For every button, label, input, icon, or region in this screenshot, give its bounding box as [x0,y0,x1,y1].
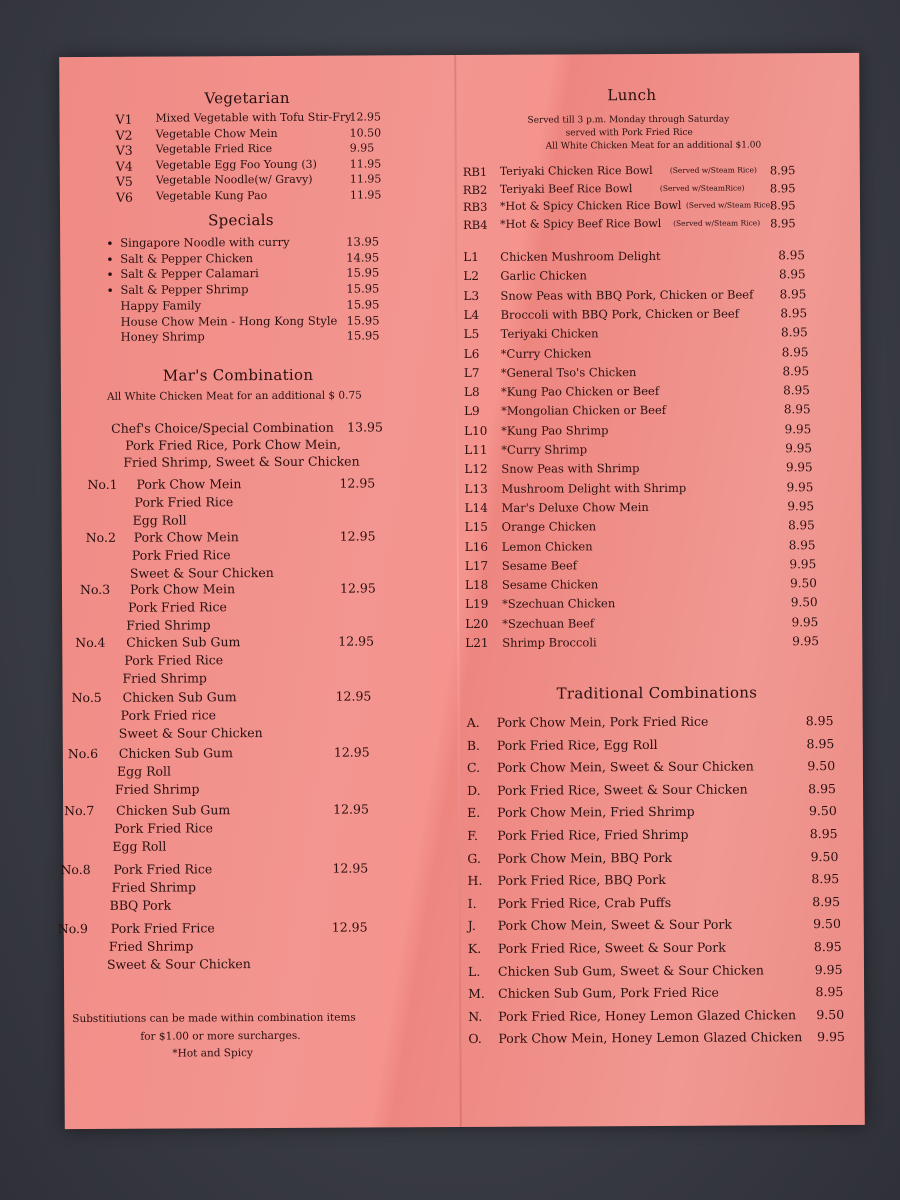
traditional-title: Traditional Combinations [556,683,758,703]
combo-item: Fried Shrimp [126,617,211,633]
combo-number: No.2 [85,529,116,545]
bowl-name: Teriyaki Chicken Rice Bowl [499,163,653,178]
lunch-name: *General Tso's Chicken [500,364,637,380]
combo-item: Pork Fried rice [120,707,217,723]
item-name: Vegetable Fried Rice [155,141,273,156]
combo-number: No.6 [67,745,99,762]
bowl-served-with: (Served w/Steam Rice) [685,200,774,210]
item-price: 13.95 [346,234,380,249]
combo-price: 9.50 [807,758,836,774]
right-column [459,53,859,1047]
item-name: Salt & Pepper Chicken [120,250,254,266]
combo-item: Egg Roll [112,838,167,854]
lunch-code: L16 [464,539,489,554]
lunch-title: Lunch [607,85,657,105]
combo-price: 9.95 [814,961,843,977]
lunch-code: L13 [464,481,488,496]
lunch-price: 8.95 [788,537,816,552]
combo-letter: A. [466,714,480,730]
combo-item: Sweet & Sour Chicken [129,564,274,581]
combo-letter: J. [467,918,476,934]
combo-item: Egg Roll [132,512,187,528]
combo-price: 8.95 [809,826,838,842]
lunch-code: L15 [464,520,488,535]
combo-name: Pork Chow Mein, Sweet & Sour Chicken [496,758,754,776]
combo-name: Pork Chow Mein, BBQ Pork [497,849,672,866]
item-price: 12.95 [349,110,382,124]
item-price: 11.95 [349,172,382,186]
combo-name: Pork Fried Rice, BBQ Pork [497,872,666,889]
combo-price: 8.95 [806,735,835,751]
bowl-served-with: (Served w/Steam Rice) [669,165,757,175]
item-price: 10.50 [349,125,382,140]
item-name: Vegetable Noodle(w/ Gravy) [155,172,313,187]
combo-price: 12.95 [338,633,375,649]
combo-name: Chicken Sub Gum, Sweet & Sour Chicken [497,962,764,979]
combo-price: 9.50 [810,848,839,864]
lunch-price: 8.95 [780,306,808,321]
combo-item: Fried Shrimp [108,938,194,954]
bowl-served-with: (Served w/SteamRice) [659,183,745,193]
lunch-code: L3 [463,288,480,303]
lunch-price: 9.50 [790,576,817,591]
bowl-code: RB3 [462,199,488,214]
combo-item: Fried Shrimp [111,879,197,895]
lunch-price: 8.95 [779,286,807,301]
bowl-code: RB1 [462,164,488,179]
lunch-code: L17 [464,558,489,573]
combo-price: 8.95 [812,893,841,909]
vegetarian-title: Vegetarian [204,88,290,108]
combo-letter: E. [467,805,481,821]
lunch-name: *Kung Pao Shrimp [501,422,609,438]
spicy-mark: • [106,251,114,267]
lunch-name: Mushroom Delight with Shrimp [501,480,687,496]
combo-number: No.7 [64,802,95,819]
item-name: Singapore Noodle with curry [120,234,290,250]
lunch-code: L19 [465,597,489,612]
lunch-code: L21 [465,635,489,650]
footer-note: Substitiutions can be made within combination items [72,1011,356,1026]
combo-item: Fried Shrimp [122,670,207,686]
combo-item: Pork Fried Rice [114,820,214,836]
combo-price: 12.95 [339,528,376,544]
lunch-price: 9.50 [790,595,818,610]
combo-item: Pork Fried Rice [134,494,234,510]
combo-item: BBQ Pork [109,897,172,913]
combo-item: Sweet & Sour Chicken [118,725,263,741]
item-name: Vegetable Chow Mein [155,126,278,141]
item-code: V3 [115,142,133,158]
combo-price: 12.95 [332,860,369,876]
lunch-price: 8.95 [781,325,808,340]
item-name: Salt & Pepper Calamari [120,266,259,282]
combo-name: Pork Chow Mein, Pork Fried Rice [496,713,709,730]
lunch-name: Shrimp Broccoli [502,635,597,650]
combo-name: Chicken Sub Gum, Pork Fried Rice [498,984,719,1002]
lunch-code: L18 [464,577,489,593]
lunch-name: Sesame Chicken [501,577,599,592]
combo-name: Pork Chow Mein, Honey Lemon Glazed Chicken [498,1029,803,1047]
combo-price: 12.95 [339,475,376,491]
combo-item: Chicken Sub Gum [116,802,231,818]
combo-item: Egg Roll [116,763,172,779]
lunch-name: Broccoli with BBQ Pork, Chicken or Beef [500,306,739,322]
lunch-price: 8.95 [778,248,806,263]
combo-letter: G. [467,850,481,866]
combo-price: 12.95 [339,580,376,596]
lunch-code: L4 [463,307,480,322]
lunch-note: All White Chicken Meat for an additional $1.00 [545,140,762,152]
combo-item: Chicken Sub Gum [126,634,241,650]
item-price: 15.95 [346,281,380,296]
mars-combination-title: Mar's Combination [162,365,314,385]
item-price: 15.95 [346,265,380,280]
bowl-price: 8.95 [770,215,796,230]
item-name: Salt & Pepper Shrimp [120,282,249,297]
combo-number: No.5 [71,689,102,706]
combo-name: Pork Fried Rice, Sweet & Sour Chicken [497,781,748,798]
lunch-name: Orange Chicken [501,519,597,534]
lunch-price: 8.95 [788,518,815,533]
lunch-note: Served till 3 p.m. Monday through Saturday [527,114,730,126]
item-code: V2 [115,127,133,143]
lunch-code: L12 [464,462,488,477]
spicy-mark: • [106,267,114,283]
lunch-code: L10 [464,423,488,438]
item-code: V1 [115,111,133,127]
lunch-name: *Szechuan Beef [502,615,595,631]
item-code: V6 [115,189,133,205]
combo-number: No.4 [75,634,106,651]
combo-item: Sweet & Sour Chicken [106,956,251,972]
lunch-price: 9.95 [791,614,819,629]
combo-price: 9.95 [817,1029,846,1045]
lunch-name: Sesame Beef [501,558,578,573]
combo-name: Pork Chow Mein, Fried Shrimp [497,804,695,821]
combo-name: Pork Fried Rice, Crab Puffs [497,894,672,911]
combo-item: Chicken Sub Gum [118,745,233,761]
item-price: 15.95 [346,312,380,328]
combo-price: 12.95 [333,801,369,817]
combo-name: Pork Fried Rice, Fried Shrimp [497,826,689,843]
combo-letter: L. [467,963,481,979]
combo-price: 9.50 [813,916,841,932]
combo-letter: I. [467,895,477,911]
combo-item: Fried Shrimp [114,781,200,797]
lunch-price: 8.95 [783,402,811,417]
lunch-name: Chicken Mushroom Delight [500,248,661,264]
combo-item: Pork Fried Rice [128,599,227,615]
chef-choice-price: 13.95 [347,419,383,435]
lunch-code: L11 [464,442,488,457]
lunch-code: L14 [464,500,488,515]
combo-letter: M. [468,986,485,1002]
combo-price: 12.95 [331,919,368,935]
lunch-price: 8.95 [782,363,810,379]
combo-item: Chicken Sub Gum [122,689,237,705]
bowl-name: *Hot & Spicy Chicken Rice Bowl [499,198,682,213]
lunch-name: Snow Peas with BBQ Pork, Chicken or Beef [500,287,754,303]
lunch-price: 9.95 [785,441,813,456]
combo-letter: B. [466,737,481,753]
bowl-price: 8.95 [769,163,796,178]
lunch-price: 8.95 [781,344,809,359]
lunch-name: *Curry Chicken [500,345,592,361]
combo-item: Pork Fried Rice [124,652,224,668]
chef-choice-line: Pork Fried Rice, Pork Chow Mein, [125,436,341,453]
combo-letter: N. [468,1008,483,1024]
left-column [57,55,459,1060]
lunch-code: L5 [463,327,480,342]
item-price: 11.95 [349,156,382,171]
combo-item: Pork Fried Frice [110,920,215,936]
combo-price: 8.95 [813,939,842,955]
lunch-name: *Curry Shrimp [501,442,588,457]
combo-number: No.8 [60,861,91,878]
lunch-code: L1 [463,249,479,264]
item-price: 15.95 [346,297,380,312]
lunch-code: L7 [463,365,480,380]
lunch-price: 8.95 [778,267,806,282]
item-price: 9.95 [349,141,375,155]
combo-letter: O. [468,1031,482,1047]
menu-sheet [59,53,865,1129]
lunch-name: Snow Peas with Shrimp [501,461,640,477]
combo-price: 8.95 [808,780,837,796]
bowl-code: RB2 [462,182,488,197]
combo-item: Pork Chow Mein [129,581,236,597]
mars-note: All White Chicken Meat for an additional $ 0.75 [106,389,362,403]
lunch-price: 8.95 [783,383,810,398]
item-price: 11.95 [349,187,382,202]
combo-item: Pork Fried Rice [131,547,231,563]
combo-price: 9.50 [808,803,837,819]
combo-number: No.9 [57,920,88,937]
bowl-name: Teriyaki Beef Rice Bowl [499,181,633,196]
lunch-price: 9.95 [784,421,812,436]
paper-fold [454,55,462,1127]
combo-name: Pork Fried Rice, Honey Lemon Glazed Chicken [498,1007,797,1024]
item-price: 14.95 [346,250,380,265]
spicy-mark: • [106,235,114,251]
combo-name: Pork Chow Mein, Sweet & Sour Pork [497,916,732,934]
lunch-price: 9.95 [792,634,820,649]
combo-item: Pork Fried Rice [113,861,213,877]
combo-price: 9.50 [816,1006,845,1022]
lunch-price: 9.95 [787,499,815,514]
lunch-code: L2 [463,269,479,284]
combo-name: Pork Fried Rice, Egg Roll [496,736,658,753]
lunch-name: Garlic Chicken [500,268,587,284]
item-code: V4 [115,158,133,174]
specials-title: Specials [208,210,274,230]
item-name: Honey Shrimp [120,329,205,344]
lunch-name: *Szechuan Chicken [502,596,616,612]
chef-choice-line: Fried Shrimp, Sweet & Sour Chicken [123,453,360,470]
combo-letter: K. [467,940,482,956]
combo-price: 8.95 [815,984,844,1000]
lunch-code: L9 [464,404,480,419]
lunch-price: 9.95 [786,479,814,494]
combo-letter: F. [467,827,479,843]
lunch-price: 9.95 [789,556,817,572]
combo-item: Pork Chow Mein [133,529,239,545]
combo-name: Pork Fried Rice, Sweet & Sour Pork [497,939,726,956]
lunch-code: L8 [463,384,480,400]
footer-note: for $1.00 or more surcharges. [140,1029,301,1043]
combo-price: 12.95 [333,744,370,760]
combo-letter: C. [466,760,481,776]
item-name: Vegetable Kung Pao [155,188,268,203]
bowl-code: RB4 [463,217,488,232]
bowl-served-with: (Served w/Steam Rice) [673,217,761,228]
combo-price: 8.95 [805,713,834,729]
lunch-code: L20 [465,616,489,631]
combo-price: 12.95 [335,688,372,704]
lunch-note: served with Pork Fried Rice [565,127,693,139]
spicy-mark: • [106,282,114,298]
lunch-name: Teriyaki Chicken [500,326,599,341]
lunch-name: *Mongolian Chicken or Beef [501,403,667,419]
item-code: V5 [115,173,133,189]
item-name: Happy Family [120,298,202,313]
item-name: Vegetable Egg Foo Young (3) [155,157,317,172]
bowl-price: 8.95 [769,180,796,195]
item-price: 15.95 [346,328,380,343]
hot-spicy-note: *Hot and Spicy [172,1047,253,1060]
lunch-code: L6 [463,346,480,361]
lunch-name: Lemon Chicken [501,538,593,554]
combo-price: 8.95 [811,871,840,887]
combo-letter: D. [467,782,481,798]
combo-item: Pork Chow Mein [136,476,242,492]
bowl-price: 8.95 [769,198,796,213]
combo-letter: H. [467,873,483,889]
lunch-name: Mar's Deluxe Chow Mein [501,499,649,515]
lunch-name: *Kung Pao Chicken or Beef [500,384,660,399]
lunch-price: 9.95 [785,460,813,475]
item-name: House Chow Mein - Hong Kong Style [120,313,338,329]
item-name: Mixed Vegetable with Tofu Stir-Fry [155,110,352,125]
combo-number: No.3 [79,581,111,598]
bowl-name: *Hot & Spicy Beef Rice Bowl [500,216,662,231]
combo-number: No.1 [87,476,118,492]
chef-choice-name: Chef's Choice/Special Combination [111,419,334,436]
